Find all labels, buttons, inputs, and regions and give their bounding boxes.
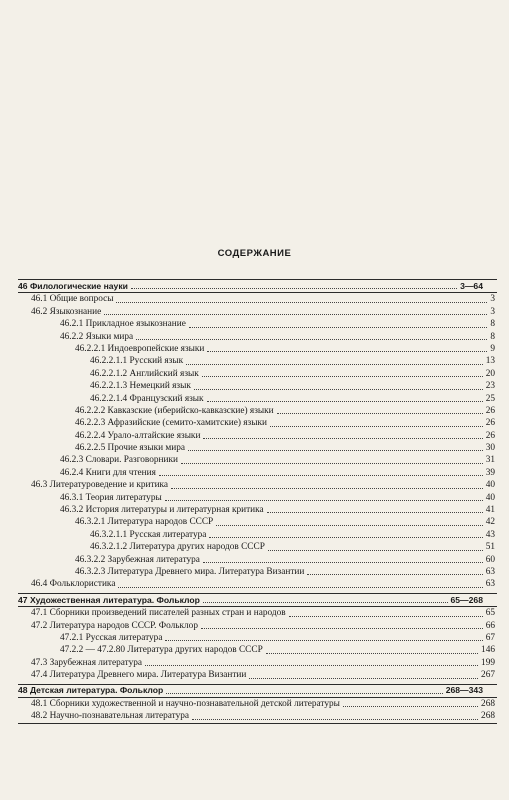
toc-entry-title: 47 Художественная литература. Фольклор (18, 594, 200, 605)
toc-entry-title: 46.3.2.2 Зарубежная литература (75, 554, 200, 565)
toc-entry-title: 46.1 Общие вопросы (31, 294, 114, 305)
toc-entry-title: 46.2.3 Словари. Разговорники (60, 455, 178, 466)
toc-page-number: 41 (485, 505, 495, 516)
toc-entry-row (18, 632, 497, 644)
dot-leader (209, 536, 482, 538)
toc-page-number: 3—64 (460, 280, 483, 291)
toc-entry-row (18, 442, 497, 454)
toc-entry-title: 46.3.2.1.2 Литература других народов СССР (90, 542, 265, 553)
dot-leader (202, 375, 483, 377)
dot-leader (277, 412, 483, 414)
dot-leader (201, 627, 483, 629)
toc-page-number: 199 (481, 657, 495, 668)
toc-page-number: 3 (490, 306, 495, 317)
dot-leader (343, 705, 478, 707)
toc-page-number: 25 (485, 393, 495, 404)
toc-entry-row (18, 380, 497, 392)
toc-entry-title: 46.2.4 Книги для чтения (60, 467, 156, 478)
dot-leader (165, 499, 483, 501)
toc-page-number: 60 (485, 554, 495, 565)
toc-page-number: 43 (485, 529, 495, 540)
toc-entry-row (18, 554, 497, 566)
dot-leader (118, 586, 482, 588)
toc-entry-row (18, 504, 497, 516)
toc-entry-title: 46.2.2.4 Урало-алтайские языки (75, 430, 201, 441)
toc-entry-row (18, 710, 497, 722)
toc-entry-title: 48.1 Сборники художественной и научно-познавательной детской литературы (31, 698, 340, 709)
dot-leader (188, 449, 483, 451)
toc-entry-row (18, 368, 497, 380)
toc-entry-title: 47.3 Зарубежная литература (31, 657, 142, 668)
toc-entry-title: 46.3.1 Теория литературы (60, 492, 162, 503)
toc-entry-row (18, 467, 497, 479)
toc-entry-title: 47.2.2 — 47.2.80 Литература других народов СССР (60, 645, 263, 656)
toc-page-number: 30 (485, 443, 495, 454)
dot-leader (249, 677, 478, 679)
toc-entry-title: 46.2.2.2 Кавказские (иберийско-кавказские) языки (75, 405, 274, 416)
toc-page-number: 40 (485, 492, 495, 503)
toc-page-number: 65 (485, 608, 495, 619)
toc-entry-title: 46.3.2.3 Литература Древнего мира. Литература Византии (75, 566, 305, 577)
toc-entry-row (18, 516, 497, 528)
toc-entry-row (18, 644, 497, 656)
toc-page-number: 9 (490, 343, 495, 354)
dot-leader (165, 639, 482, 641)
toc-entry-row (18, 479, 497, 491)
toc-entry-title: 48.2 Научно-познавательная литература (31, 711, 190, 722)
toc-entry-row (18, 607, 497, 619)
toc-entry-row (18, 669, 497, 681)
toc-page-number: 13 (485, 356, 495, 367)
dot-leader (145, 664, 478, 666)
toc-entry-row (18, 393, 497, 405)
toc-entry-row (18, 492, 497, 504)
toc-entry-title: 46.2.2 Языки мира (60, 331, 134, 342)
toc-page-number: 63 (485, 566, 495, 577)
dot-leader (289, 615, 483, 617)
toc-entry-title: 46 Филологические науки (18, 280, 128, 291)
toc-entry-row (18, 355, 497, 367)
toc-entry-row (18, 331, 497, 343)
toc-entry-row (18, 698, 497, 710)
toc-page-number: 23 (485, 381, 495, 392)
dot-leader (136, 338, 487, 340)
toc-entry-title: 46.3.2.1.1 Русская литература (90, 529, 207, 540)
toc-page-number: 26 (485, 405, 495, 416)
dot-leader (307, 573, 482, 575)
toc-entry-row (18, 417, 497, 429)
toc-entry-row (18, 566, 497, 578)
toc-entry-title: 47.4 Литература Древнего мира. Литература Византии (31, 670, 247, 681)
toc-entry-title: 46.2.1 Прикладное языкознание (60, 319, 186, 330)
toc-page-number: 20 (485, 368, 495, 379)
dot-leader (166, 692, 443, 694)
toc-section-row (18, 684, 497, 698)
toc-entry-title: 48 Детская литература. Фольклор (18, 685, 164, 696)
toc-page-number: 31 (485, 455, 495, 466)
toc-entry-title: 46.3.2.1 Литература народов СССР (75, 517, 214, 528)
toc-section-row (18, 280, 497, 293)
toc-page-number: 66 (485, 620, 495, 631)
dot-leader (207, 400, 483, 402)
toc-entry-title: 46.4 Фольклористика (31, 579, 116, 590)
toc-entry-row (18, 657, 497, 669)
toc-page-number: 65—268 (450, 594, 483, 605)
toc-entry-title: 46.2.2.1 Индоевропейские языки (75, 343, 205, 354)
toc-entry-title: 46.2.2.1.4 Французский язык (90, 393, 204, 404)
table-of-contents (18, 279, 497, 724)
toc-page-number: 39 (485, 467, 495, 478)
toc-entry-row (18, 620, 497, 632)
page-title: СОДЕРЖАНИЕ (217, 248, 292, 259)
toc-page-number: 268 (481, 711, 495, 722)
toc-entry-row (18, 306, 497, 318)
toc-entry-title: 46.3.2 История литературы и литературная критика (60, 505, 264, 516)
dot-leader (203, 561, 483, 563)
toc-entry-title: 47.2 Литература народов СССР. Фольклор (31, 620, 198, 631)
dot-leader (159, 474, 483, 476)
toc-page-number: 26 (485, 430, 495, 441)
toc-entry-row (18, 541, 497, 553)
dot-leader (203, 601, 448, 603)
toc-entry-title: 47.1 Сборники произведений писателей разных стран и народов (31, 608, 286, 619)
toc-entry-row (18, 578, 497, 590)
toc-entry-title: 46.2.2.1.3 Немецкий язык (90, 381, 191, 392)
toc-entry-row (18, 405, 497, 417)
toc-page-number: 51 (485, 542, 495, 553)
toc-entry-title: 46.2 Языкознание (31, 306, 102, 317)
dot-leader (216, 524, 482, 526)
dot-leader (267, 511, 483, 513)
toc-page-number: 8 (490, 319, 495, 330)
toc-page-number: 3 (490, 294, 495, 305)
toc-entry-row (18, 454, 497, 466)
dot-leader (194, 388, 483, 390)
toc-entry-row (18, 318, 497, 330)
toc-section-row (18, 593, 497, 607)
toc-page-number: 267 (481, 670, 495, 681)
toc-entry-row (18, 430, 497, 442)
dot-leader (131, 287, 457, 289)
toc-entry-title: 46.2.2.1.1 Русский язык (90, 356, 184, 367)
toc-page-number: 268 (481, 698, 495, 709)
toc-page-number: 42 (485, 517, 495, 528)
dot-leader (270, 425, 483, 427)
dot-leader (181, 462, 483, 464)
dot-leader (268, 549, 483, 551)
dot-leader (104, 313, 487, 315)
toc-entry-title: 47.2.1 Русская литература (60, 632, 163, 643)
dot-leader (203, 437, 482, 439)
dot-leader (192, 718, 478, 720)
toc-page-number: 40 (485, 480, 495, 491)
toc-entry-row (18, 293, 497, 305)
toc-page-number: 268—343 (445, 685, 483, 696)
dot-leader (266, 652, 478, 654)
dot-leader (171, 487, 483, 489)
toc-entry-row (18, 343, 497, 355)
dot-leader (207, 350, 487, 352)
dot-leader (189, 326, 488, 328)
toc-page-number: 63 (485, 579, 495, 590)
toc-page-number: 146 (481, 645, 495, 656)
toc-entry-title: 46.2.2.3 Афразийские (семито-хамитские) языки (75, 418, 267, 429)
toc-entry-title: 46.3 Литературоведение и критика (31, 480, 169, 491)
dot-leader (116, 301, 487, 303)
toc-page-number: 26 (485, 418, 495, 429)
toc-page-number: 8 (490, 331, 495, 342)
dot-leader (186, 363, 483, 365)
toc-entry-row (18, 529, 497, 541)
toc-entry-title: 46.2.2.1.2 Английский язык (90, 368, 199, 379)
toc-entry-title: 46.2.2.5 Прочие языки мира (75, 443, 186, 454)
toc-page-number: 67 (485, 632, 495, 643)
